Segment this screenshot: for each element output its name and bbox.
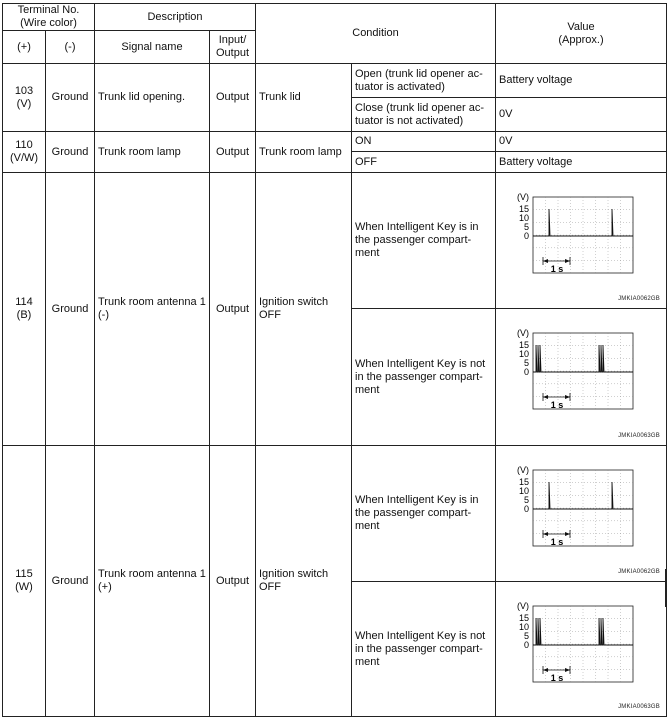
tick-label: 15 <box>518 477 529 487</box>
tick-label: 15 <box>518 340 529 350</box>
terminal-cell: 115 (W) <box>3 446 46 717</box>
condition-header: Condition <box>256 4 496 64</box>
terminal-spec-table <box>2 3 667 717</box>
tick-label: 10 <box>518 486 529 496</box>
terminal-cell: 110 (V/W) <box>3 132 46 173</box>
signal-name-header: Signal name <box>95 31 210 64</box>
tick-label: 0 <box>523 504 529 514</box>
description-header: Description <box>95 4 256 31</box>
minus-header: (-) <box>46 31 95 64</box>
time-label: 1 s <box>550 400 564 410</box>
io-cell: Output <box>210 446 256 717</box>
sub-condition-cell: Open (trunk lid opener ac- tuator is activated) <box>352 64 496 98</box>
arrow-head <box>565 395 570 399</box>
waveform-graph <box>498 466 638 554</box>
sub-condition-cell: Close (trunk lid opener ac- tuator is not activated) <box>352 98 496 132</box>
sub-condition-cell: When Intelligent Key is not in the passenger compart- ment <box>352 582 496 717</box>
unit-label: (V) <box>517 193 529 202</box>
table-row <box>3 132 667 152</box>
arrow-head <box>543 259 548 263</box>
unit-label: (V) <box>517 602 529 611</box>
tick-label: 0 <box>523 367 529 377</box>
arrow-head <box>543 532 548 536</box>
figure-caption: JMKIA0062GB <box>618 569 660 575</box>
plus-header: (+) <box>3 31 46 64</box>
signal-cell: Trunk room antenna 1 (+) <box>95 446 210 717</box>
tick-label: 15 <box>518 613 529 623</box>
waveform-cell <box>496 446 667 582</box>
waveform-cell <box>496 173 667 309</box>
value-cell: Battery voltage <box>496 64 667 98</box>
ground-cell: Ground <box>46 446 95 717</box>
time-label: 1 s <box>550 673 564 683</box>
condition-cell: Trunk room lamp <box>256 132 352 173</box>
terminal-no-header: Terminal No. (Wire color) <box>3 4 95 31</box>
waveform-cell <box>496 582 667 717</box>
time-label: 1 s <box>550 537 564 547</box>
figure-caption: JMKIA0062GB <box>618 296 660 302</box>
input-output-header: Input/ Output <box>210 31 256 64</box>
tick-label: 5 <box>523 222 529 232</box>
condition-cell: Trunk lid <box>256 64 352 132</box>
condition-cell: Ignition switch OFF <box>256 446 352 717</box>
page-edge-mark <box>665 569 667 607</box>
waveform-graph <box>498 602 638 690</box>
sub-condition-cell: When Intelligent Key is in the passenger compart- ment <box>352 173 496 309</box>
io-cell: Output <box>210 64 256 132</box>
table-row <box>3 64 667 98</box>
waveform-graph <box>498 329 638 417</box>
tick-label: 15 <box>518 204 529 214</box>
signal-cell: Trunk lid opening. <box>95 64 210 132</box>
tick-label: 10 <box>518 622 529 632</box>
figure-caption: JMKIA0063GB <box>618 704 660 710</box>
value-header: Value (Approx.) <box>496 4 667 64</box>
tick-label: 5 <box>523 495 529 505</box>
ground-cell: Ground <box>46 132 95 173</box>
terminal-cell: 114 (B) <box>3 173 46 446</box>
tick-label: 5 <box>523 358 529 368</box>
unit-label: (V) <box>517 329 529 338</box>
sub-condition-cell: ON <box>352 132 496 152</box>
signal-cell: Trunk room antenna 1 (-) <box>95 173 210 446</box>
ground-cell: Ground <box>46 173 95 446</box>
value-cell: 0V <box>496 132 667 152</box>
terminal-cell: 103 (V) <box>3 64 46 132</box>
arrow-head <box>543 395 548 399</box>
arrow-head <box>565 532 570 536</box>
arrow-head <box>543 668 548 672</box>
tick-label: 10 <box>518 213 529 223</box>
sub-condition-cell: When Intelligent Key is not in the passenger compart- ment <box>352 309 496 446</box>
unit-label: (V) <box>517 466 529 475</box>
table-row <box>3 446 667 582</box>
io-cell: Output <box>210 173 256 446</box>
figure-caption: JMKIA0063GB <box>618 433 660 439</box>
tick-label: 0 <box>523 640 529 650</box>
signal-cell: Trunk room lamp <box>95 132 210 173</box>
sub-condition-cell: When Intelligent Key is in the passenger compart- ment <box>352 446 496 582</box>
tick-label: 0 <box>523 231 529 241</box>
waveform-cell <box>496 309 667 446</box>
ground-cell: Ground <box>46 64 95 132</box>
io-cell: Output <box>210 132 256 173</box>
tick-label: 5 <box>523 631 529 641</box>
table-row <box>3 173 667 309</box>
condition-cell: Ignition switch OFF <box>256 173 352 446</box>
time-label: 1 s <box>550 264 564 274</box>
value-cell: 0V <box>496 98 667 132</box>
arrow-head <box>565 259 570 263</box>
waveform-graph <box>498 193 638 281</box>
tick-label: 10 <box>518 349 529 359</box>
arrow-head <box>565 668 570 672</box>
sub-condition-cell: OFF <box>352 152 496 173</box>
value-cell: Battery voltage <box>496 152 667 173</box>
